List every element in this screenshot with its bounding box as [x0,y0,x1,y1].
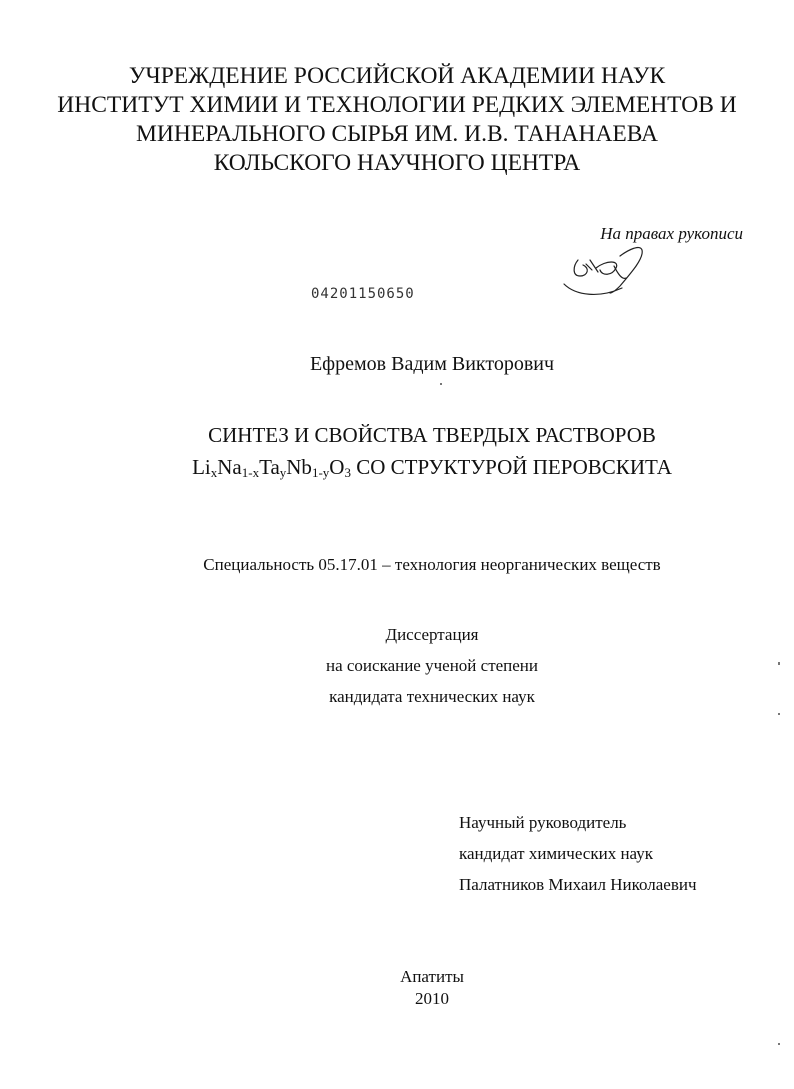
formula-element: Nb [286,455,312,479]
year: 2010 [415,989,449,1008]
supervisor-degree: кандидат химических наук [459,844,653,863]
scan-speck [778,1043,780,1045]
title-line: СИНТЕЗ И СВОЙСТВА ТВЕРДЫХ РАСТВОРОВ [208,423,656,447]
supervisor-name: Палатников Михаил Николаевич [459,875,697,894]
institution-line: МИНЕРАЛЬНОГО СЫРЬЯ ИМ. И.В. ТАНАНАЕВА [136,121,658,147]
scan-speck [778,713,780,715]
formula-element: O [329,455,345,479]
institution-header [0,62,794,178]
dissertation-title [0,419,794,483]
degree-line: на соискание ученой степени [325,656,539,675]
formula-subscript: x [210,465,218,480]
degree-line: кандидата технических наук [329,687,535,706]
place-and-year [0,966,794,1010]
scan-speck [440,383,442,385]
formula-element: Li [192,455,211,479]
title-suffix: СО СТРУКТУРОЙ ПЕРОВСКИТА [350,455,672,479]
catalog-number: 04201150650 [311,286,415,302]
supervisor-block [459,807,697,900]
formula-subscript: 3 [344,465,351,480]
formula-subscript: 1-y [311,465,330,480]
manuscript-rights-note: На правах рукописи [600,224,743,243]
degree-block [0,619,794,712]
title-formula-line [0,451,794,483]
scan-speck [778,662,780,665]
formula-subscript: 1-x [241,465,260,480]
formula-element: Na [217,455,242,479]
institution-line: УЧРЕЖДЕНИЕ РОССИЙСКОЙ АКАДЕМИИ НАУК [128,63,666,89]
formula-element: Ta [259,455,280,479]
institution-line: ИНСТИТУТ ХИМИИ И ТЕХНОЛОГИИ РЕДКИХ ЭЛЕМЕНТОВ И [57,92,737,118]
city: Апатиты [400,967,464,986]
degree-line: Диссертация [385,625,479,644]
specialty-line: Специальность 05.17.01 – технология неорганических веществ [203,555,661,574]
institution-line: КОЛЬСКОГО НАУЧНОГО ЦЕНТРА [213,150,581,176]
author-name: Ефремов Вадим Викторович [309,353,555,375]
supervisor-role: Научный руководитель [459,813,627,832]
handwritten-signature [556,238,656,308]
formula-subscript: y [279,465,287,480]
